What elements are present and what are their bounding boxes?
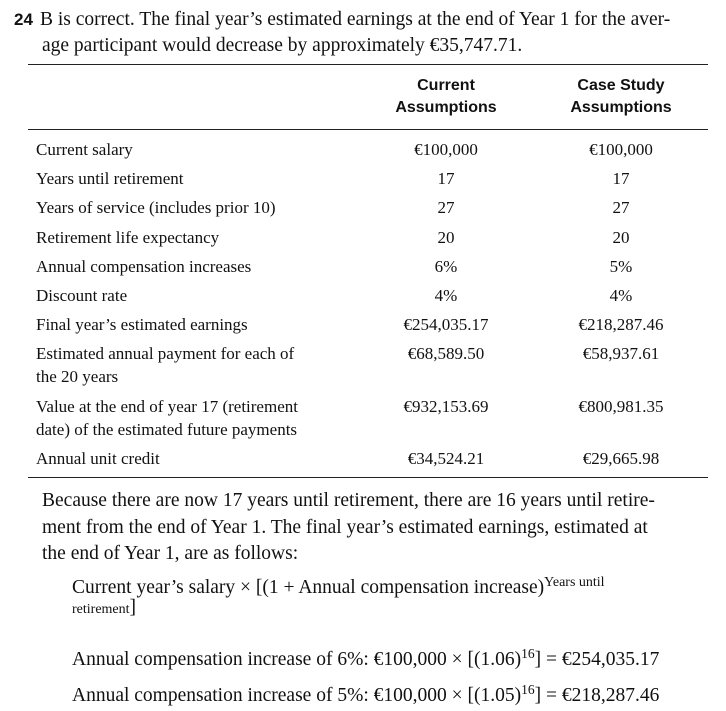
table-bottom-rule xyxy=(28,477,708,478)
calculation-line: Annual compensation increase of 6%: €100,000 × $[(1.06)^{16}]$ = €254,035.17 xyxy=(72,646,660,670)
row-label: Current salary xyxy=(36,140,133,159)
case-study-value: €218,287.46 xyxy=(578,315,664,334)
row-label: Value at the end of year 17 (retirement date) of the estimated future payments xyxy=(36,397,298,439)
current-value: 6% xyxy=(434,257,458,276)
formula-close: ] xyxy=(129,597,137,618)
row-label: Final year’s estimated earnings xyxy=(36,315,248,334)
row-label: Years of service (includes prior 10) xyxy=(36,198,276,217)
question-answer-line1: B is correct. The final year’s estimated earnings at the end of Year 1 for the aver- xyxy=(40,9,671,30)
case-study-value: €58,937.61 xyxy=(582,344,660,363)
case-study-value: €800,981.35 xyxy=(578,397,664,416)
question-answer-line2: age participant would decrease by approximately €35,747.71. xyxy=(42,35,523,56)
current-value: 27 xyxy=(437,198,455,217)
row-label: Annual compensation increases xyxy=(36,257,252,276)
current-value: €254,035.17 xyxy=(403,315,489,334)
row-label: Estimated annual payment for each of the 20 years xyxy=(36,344,295,386)
case-study-value: 4% xyxy=(609,286,633,305)
case-study-value: €29,665.98 xyxy=(582,449,660,468)
case-study-value: 27 xyxy=(612,198,630,217)
formula-exponent: Years until xyxy=(544,575,605,590)
current-value: 20 xyxy=(437,228,455,247)
current-value: €100,000 xyxy=(414,140,478,159)
table-header-rule xyxy=(28,129,708,130)
row-label: Annual unit credit xyxy=(36,449,160,468)
current-value: 4% xyxy=(434,286,458,305)
formula-main: Current year’s salary × [(1 + Annual compensation increase) xyxy=(72,577,545,598)
column-header-case-study: Case Study Assumptions xyxy=(570,77,672,116)
column-header-current: Current Assumptions xyxy=(395,77,497,116)
formula xyxy=(72,572,712,619)
case-study-value: 20 xyxy=(612,228,630,247)
current-value: €68,589.50 xyxy=(407,344,485,363)
current-value: €932,153.69 xyxy=(403,397,489,416)
case-study-value: 5% xyxy=(609,257,633,276)
calculation-line: Annual compensation increase of 5%: €100,000 × $[(1.05)^{16}]$ = €218,287.46 xyxy=(72,682,660,706)
row-label: Retirement life expectancy xyxy=(36,228,220,247)
row-label: Years until retirement xyxy=(36,169,184,188)
formula-exponent-cont: retirement xyxy=(72,602,130,617)
table-top-rule xyxy=(28,64,708,65)
current-value: 17 xyxy=(437,169,455,188)
case-study-value: 17 xyxy=(612,169,630,188)
question-number: 24 xyxy=(14,10,33,29)
row-label: Discount rate xyxy=(36,286,128,305)
explanation-paragraph: Because there are now 17 years until retirement, there are 16 years until retire- ment from the end of Year 1. The final year’s estimated earnings, estimated at the end of Year 1, are as follows: xyxy=(42,490,655,564)
current-value: €34,524.21 xyxy=(407,449,485,468)
case-study-value: €100,000 xyxy=(589,140,653,159)
question-header xyxy=(14,7,714,59)
